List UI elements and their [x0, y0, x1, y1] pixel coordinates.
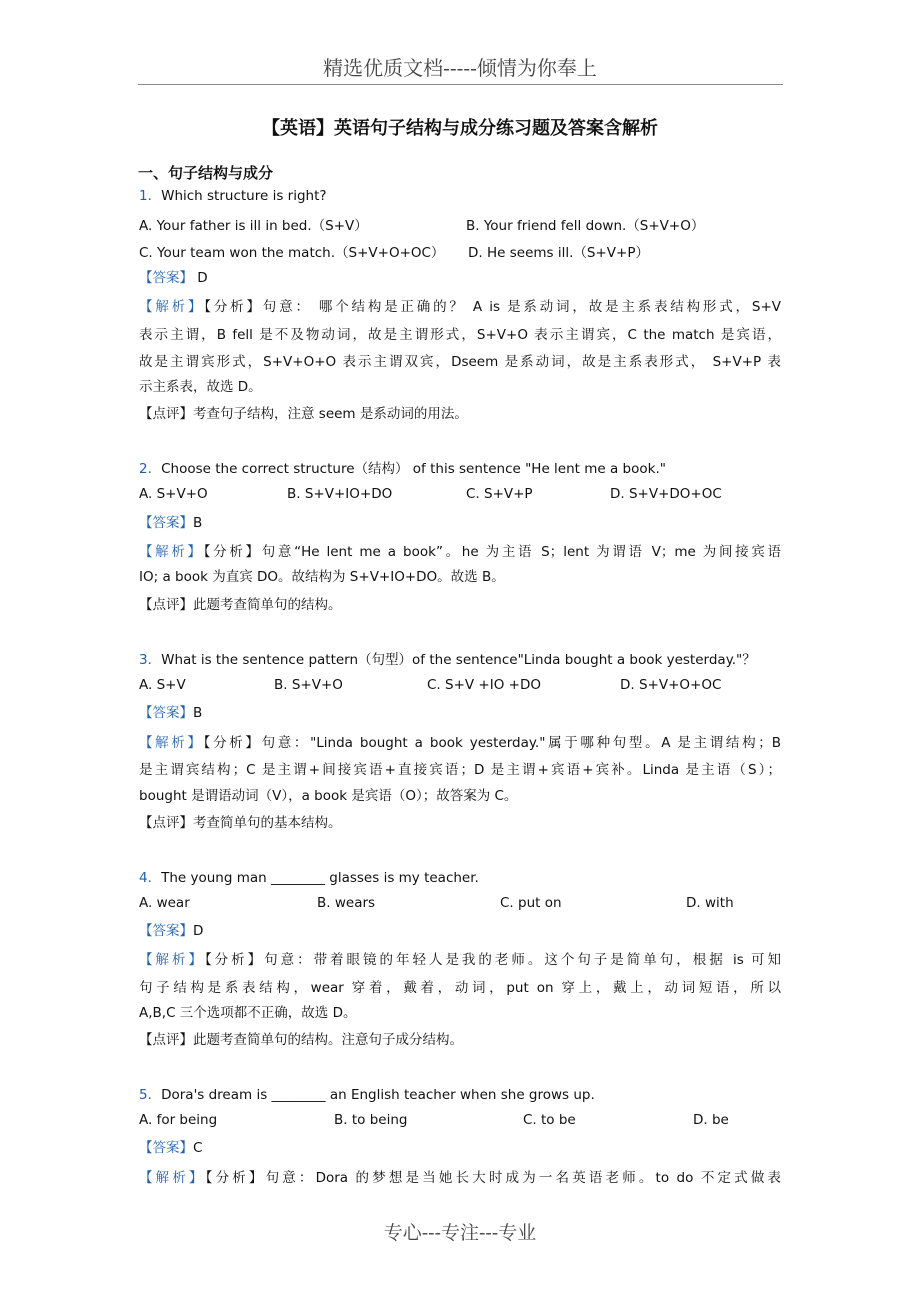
- q1-comment: 【点评】考查句子结构，注意 seem 是系动词的用法。: [139, 406, 468, 422]
- q3-option-d: D. S+V+O+OC: [620, 677, 722, 693]
- question-2-stem: 2．Choose the correct structure（结构） of this sentence "He lent me a book.": [139, 461, 666, 477]
- q3-analysis-line-3: bought 是谓语动词（V），a book 是宾语（O）；故答案为 C。: [139, 788, 518, 804]
- q1-option-c: C. Your team won the match.（S+V+O+OC）: [139, 245, 445, 261]
- q4-comment: 【点评】此题考查简单句的结构。注意句子成分结构。: [139, 1032, 463, 1048]
- q5-analysis-line-1: 【解析】【分析】句意：Dora 的梦想是当她长大时成为一名英语老师。to do 不定式做表: [139, 1170, 782, 1186]
- q5-option-a: A. for being: [139, 1112, 218, 1128]
- question-5-stem: 5．Dora's dream is ________ an English teacher when she grows up.: [139, 1087, 595, 1103]
- q2-option-b: B. S+V+IO+DO: [287, 486, 393, 502]
- document-title: 【英语】英语句子结构与成分练习题及答案含解析: [262, 118, 658, 139]
- q4-option-a: A. wear: [139, 895, 190, 911]
- q4-analysis-line-3: A,B,C 三个选项都不正确，故选 D。: [139, 1005, 357, 1021]
- q4-analysis-line-1: 【解析】【分析】句意：带着眼镜的年轻人是我的老师。这个句子是简单句，根据 is 可知: [139, 952, 781, 968]
- q1-analysis-line-1: 【解析】【分析】句意： 哪个结构是正确的？ A is 是系动词，故是主系表结构形式，S+V: [139, 299, 781, 315]
- page-footer: 专心---专注---专业: [383, 1222, 537, 1244]
- q4-analysis-line-2: 句子结构是系表结构，wear 穿着，戴着，动词，put on 穿上，戴上，动词短语，所以: [139, 980, 781, 996]
- q4-option-d: D. with: [686, 895, 734, 911]
- q3-option-c: C. S+V +IO +DO: [427, 677, 541, 693]
- q1-answer: 【答案】 D: [139, 270, 208, 286]
- q5-option-b: B. to being: [334, 1112, 408, 1128]
- q1-option-b: B. Your friend fell down.（S+V+O）: [466, 218, 705, 234]
- q2-option-c: C. S+V+P: [466, 486, 533, 502]
- q2-analysis-line-1: 【解析】【分析】句意“He lent me a book”。he 为主语 S；lent 为谓语 V；me 为间接宾语: [139, 544, 782, 560]
- q3-option-b: B. S+V+O: [274, 677, 343, 693]
- section-heading: 一、句子结构与成分: [138, 164, 274, 182]
- q3-option-a: A. S+V: [139, 677, 186, 693]
- question-4-stem: 4．The young man ________ glasses is my teacher.: [139, 870, 479, 886]
- q2-option-a: A. S+V+O: [139, 486, 208, 502]
- q1-option-d: D. He seems ill.（S+V+P）: [468, 245, 649, 261]
- q2-option-d: D. S+V+DO+OC: [610, 486, 722, 502]
- q2-answer: 【答案】B: [139, 515, 203, 531]
- q4-option-c: C. put on: [500, 895, 562, 911]
- header-rule: [138, 84, 783, 85]
- q5-option-d: D. be: [693, 1112, 729, 1128]
- q3-comment: 【点评】考查简单句的基本结构。: [139, 815, 342, 831]
- question-3-stem: 3．What is the sentence pattern（句型）of the sentence"Linda bought a book yesterday."？: [139, 652, 756, 668]
- q3-answer: 【答案】B: [139, 705, 203, 721]
- q1-analysis-line-2: 表示主谓，B fell 是不及物动词，故是主谓形式，S+V+O 表示主谓宾，C the match 是宾语，: [139, 327, 781, 343]
- q1-option-a: A. Your father is ill in bed.（S+V）: [139, 218, 368, 234]
- q1-analysis-line-4: 示主系表，故选 D。: [139, 379, 262, 395]
- q4-option-b: B. wears: [317, 895, 376, 911]
- q2-comment: 【点评】此题考查简单句的结构。: [139, 597, 342, 613]
- page-header: 精选优质文档-----倾情为你奉上: [323, 56, 597, 80]
- q5-option-c: C. to be: [523, 1112, 576, 1128]
- q3-analysis-line-2: 是主谓宾结构；C 是主谓+间接宾语+直接宾语；D 是主谓+宾语+宾补。Linda 是主语（S）；: [139, 762, 781, 778]
- q1-analysis-line-3: 故是主谓宾形式，S+V+O+O 表示主谓双宾，Dseem 是系动词，故是主系表形式， S+V+P 表: [139, 354, 781, 370]
- q2-analysis-line-2: IO; a book 为直宾 DO。故结构为 S+V+IO+DO。故选 B。: [139, 569, 505, 585]
- q4-answer: 【答案】D: [139, 923, 204, 939]
- question-1-stem: 1．Which structure is right?: [139, 188, 327, 204]
- q5-answer: 【答案】C: [139, 1140, 203, 1156]
- q3-analysis-line-1: 【解析】【分析】句意："Linda bought a book yesterday."属于哪种句型。A 是主谓结构；B: [139, 735, 782, 751]
